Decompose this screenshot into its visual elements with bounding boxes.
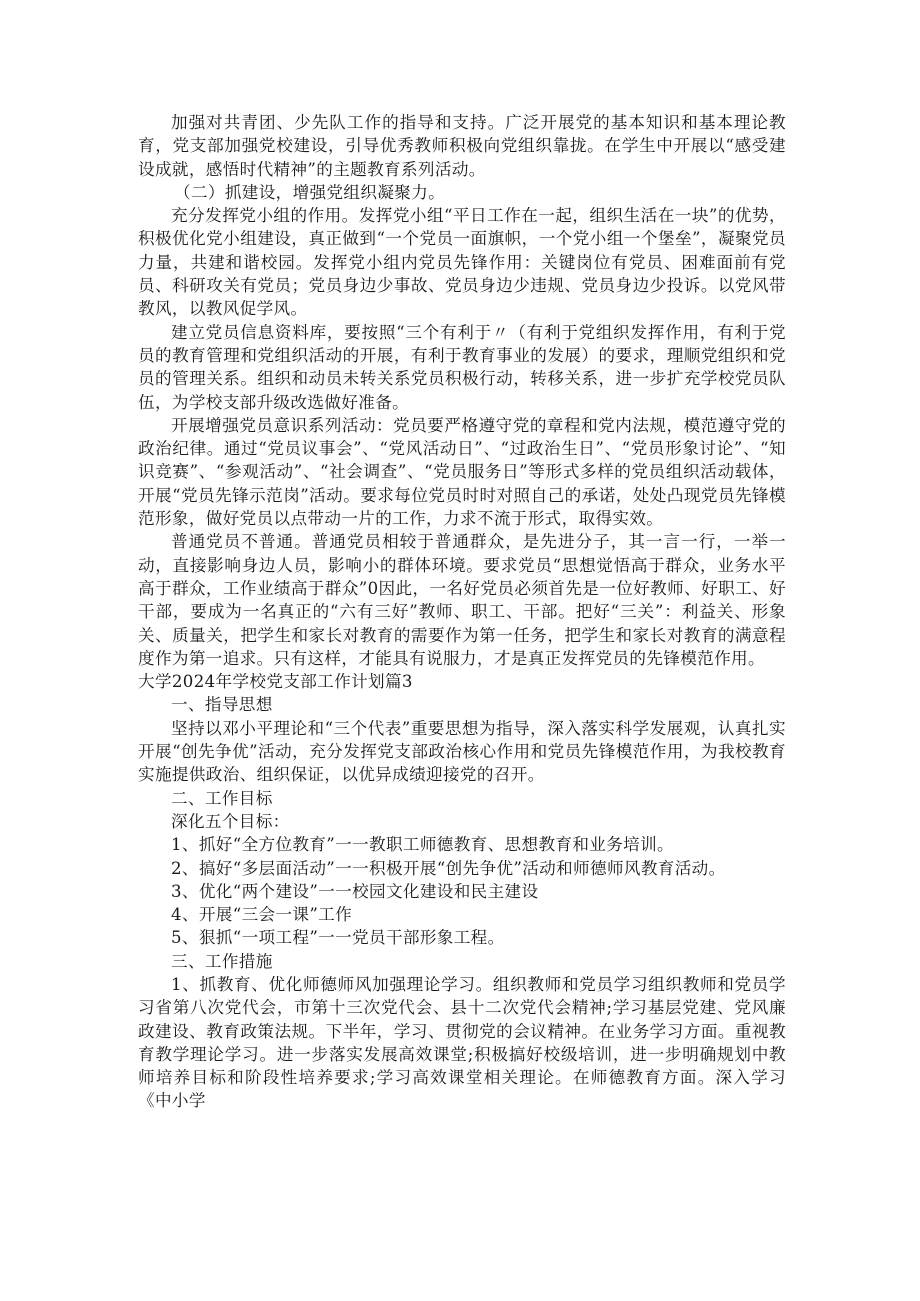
heading-work-goals: 二、工作目标: [171, 788, 273, 808]
paragraph-five-goals: 深化五个目标：: [171, 811, 290, 831]
list-item: 3、优化“两个建设”一一校园文化建设和民主建设: [171, 881, 539, 901]
paragraph-ordinary-members: 普通党员不普通。普通党员相较于普通群众，是先进分子，其一言一行，一举一动，直接影响身边人员，影响小的群体环境。要求党员“思想觉悟高于群众，业务水平高于群众，工作业绩高于群众”0因此，一名好党员必须首先是一位好教师、好职工、好干部，要成为一名真正的“六有三好”教师、职工、干部。把好“三关”：利益关、形象关、质量关，把学生和家长对教育的需要作为第一任务，把学生和家长对教育的满意程度作为第一追求。只有这样，才能具有说服力，才是真正发挥党员的先锋模范作用。: [138, 532, 786, 668]
list-item: 5、狠抓“一项工程”一一党员干部形象工程。: [171, 928, 505, 948]
paragraph-youth-league: 加强对共青团、少先队工作的指导和支持。广泛开展党的基本知识和基本理论教育，党支部加强党校建设，引导优秀教师积极向党组织靠拢。在学生中开展以“感受建设成就，感悟时代精神”的主题教育系列活动。: [138, 113, 786, 179]
paragraph-measures-education: 1、抓教育、优化师德师风加强理论学习。组织教师和党员学习组织教师和党员学习省第八次党代会，市第十三次党代会、县十二次党代会精神;学习基层党建、党风廉政建设、教育政策法规。下半年，学习、贯彻党的会议精神。在业务学习方面。重视教育教学理论学习。进一步落实发展高效课堂;积极搞好校级培训，进一步明确规划中教师培养目标和阶段性培养要求;学习高效课堂相关理论。在师德教育方面。深入学习《中小学: [138, 974, 786, 1111]
list-item: 2、搞好“多层面活动”一一积极开展“创先争优”活动和师德师风教育活动。: [171, 858, 726, 878]
document-subtitle: 大学2024年学校党支部工作计划篇3: [138, 672, 413, 692]
list-item: 4、开展“三会一课”工作: [171, 905, 353, 925]
list-item: 1、抓好“全方位教育”一一教职工师德教育、思想教育和业务培训。: [171, 835, 674, 855]
paragraph-member-database: 建立党员信息资料库，要按照“三个有利于〃（有利于党组织发挥作用，有利于党员的教育管理和党组织活动的开展，有利于教育事业的发展）的要求，理顺党组织和党员的管理关系。组织和动员未转关系党员积极行动，转移关系，进一步扩充学校党员队伍，为学校支部升级改选做好准备。: [138, 322, 786, 412]
paragraph-guiding-ideology: 坚持以邓小平理论和“三个代表”重要思想为指导，深入落实科学发展观，认真扎实开展“创先争优”活动，充分发挥党支部政治核心作用和党员先锋模范作用，为我校教育实施提供政治、组织保证，以优异成绩迎接党的召开。: [138, 718, 786, 785]
section-heading-build: （二）抓建设，增强党组织凝聚力。: [174, 182, 446, 202]
document-body: [138, 111, 786, 1113]
heading-guiding-ideology: 一、指导思想: [171, 695, 273, 715]
heading-work-measures: 三、工作措施: [171, 951, 273, 971]
paragraph-party-group: 充分发挥党小组的作用。发挥党小组“平日工作在一起，组织生活在一块”的优势，积极优化党小组建设，真正做到“一个党员一面旗帜，一个党小组一个堡垒”，凝聚党员力量，共建和谐校园。发挥党小组内党员先锋作用：关键岗位有党员、困难面前有党员、科研攻关有党员；党员身边少事故、党员身边少违规、党员身边少投诉。以党风带教风，以教风促学风。: [138, 206, 786, 319]
paragraph-awareness-activities: 开展增强党员意识系列活动：党员要严格遵守党的章程和党内法规，模范遵守党的政治纪律。通过“党员议事会”、“党风活动日”、“过政治生日”、“党员形象讨论”、“知识竞赛”、“参观活动”、“社会调查”、“党员服务日”等形式多样的党员组织活动载体，开展“党员先锋示范岗”活动。要求每位党员时时对照自己的承诺，处处凸现党员先锋模范形象，做好党员以点带动一片的工作，力求不流于形式，取得实效。: [138, 415, 786, 529]
